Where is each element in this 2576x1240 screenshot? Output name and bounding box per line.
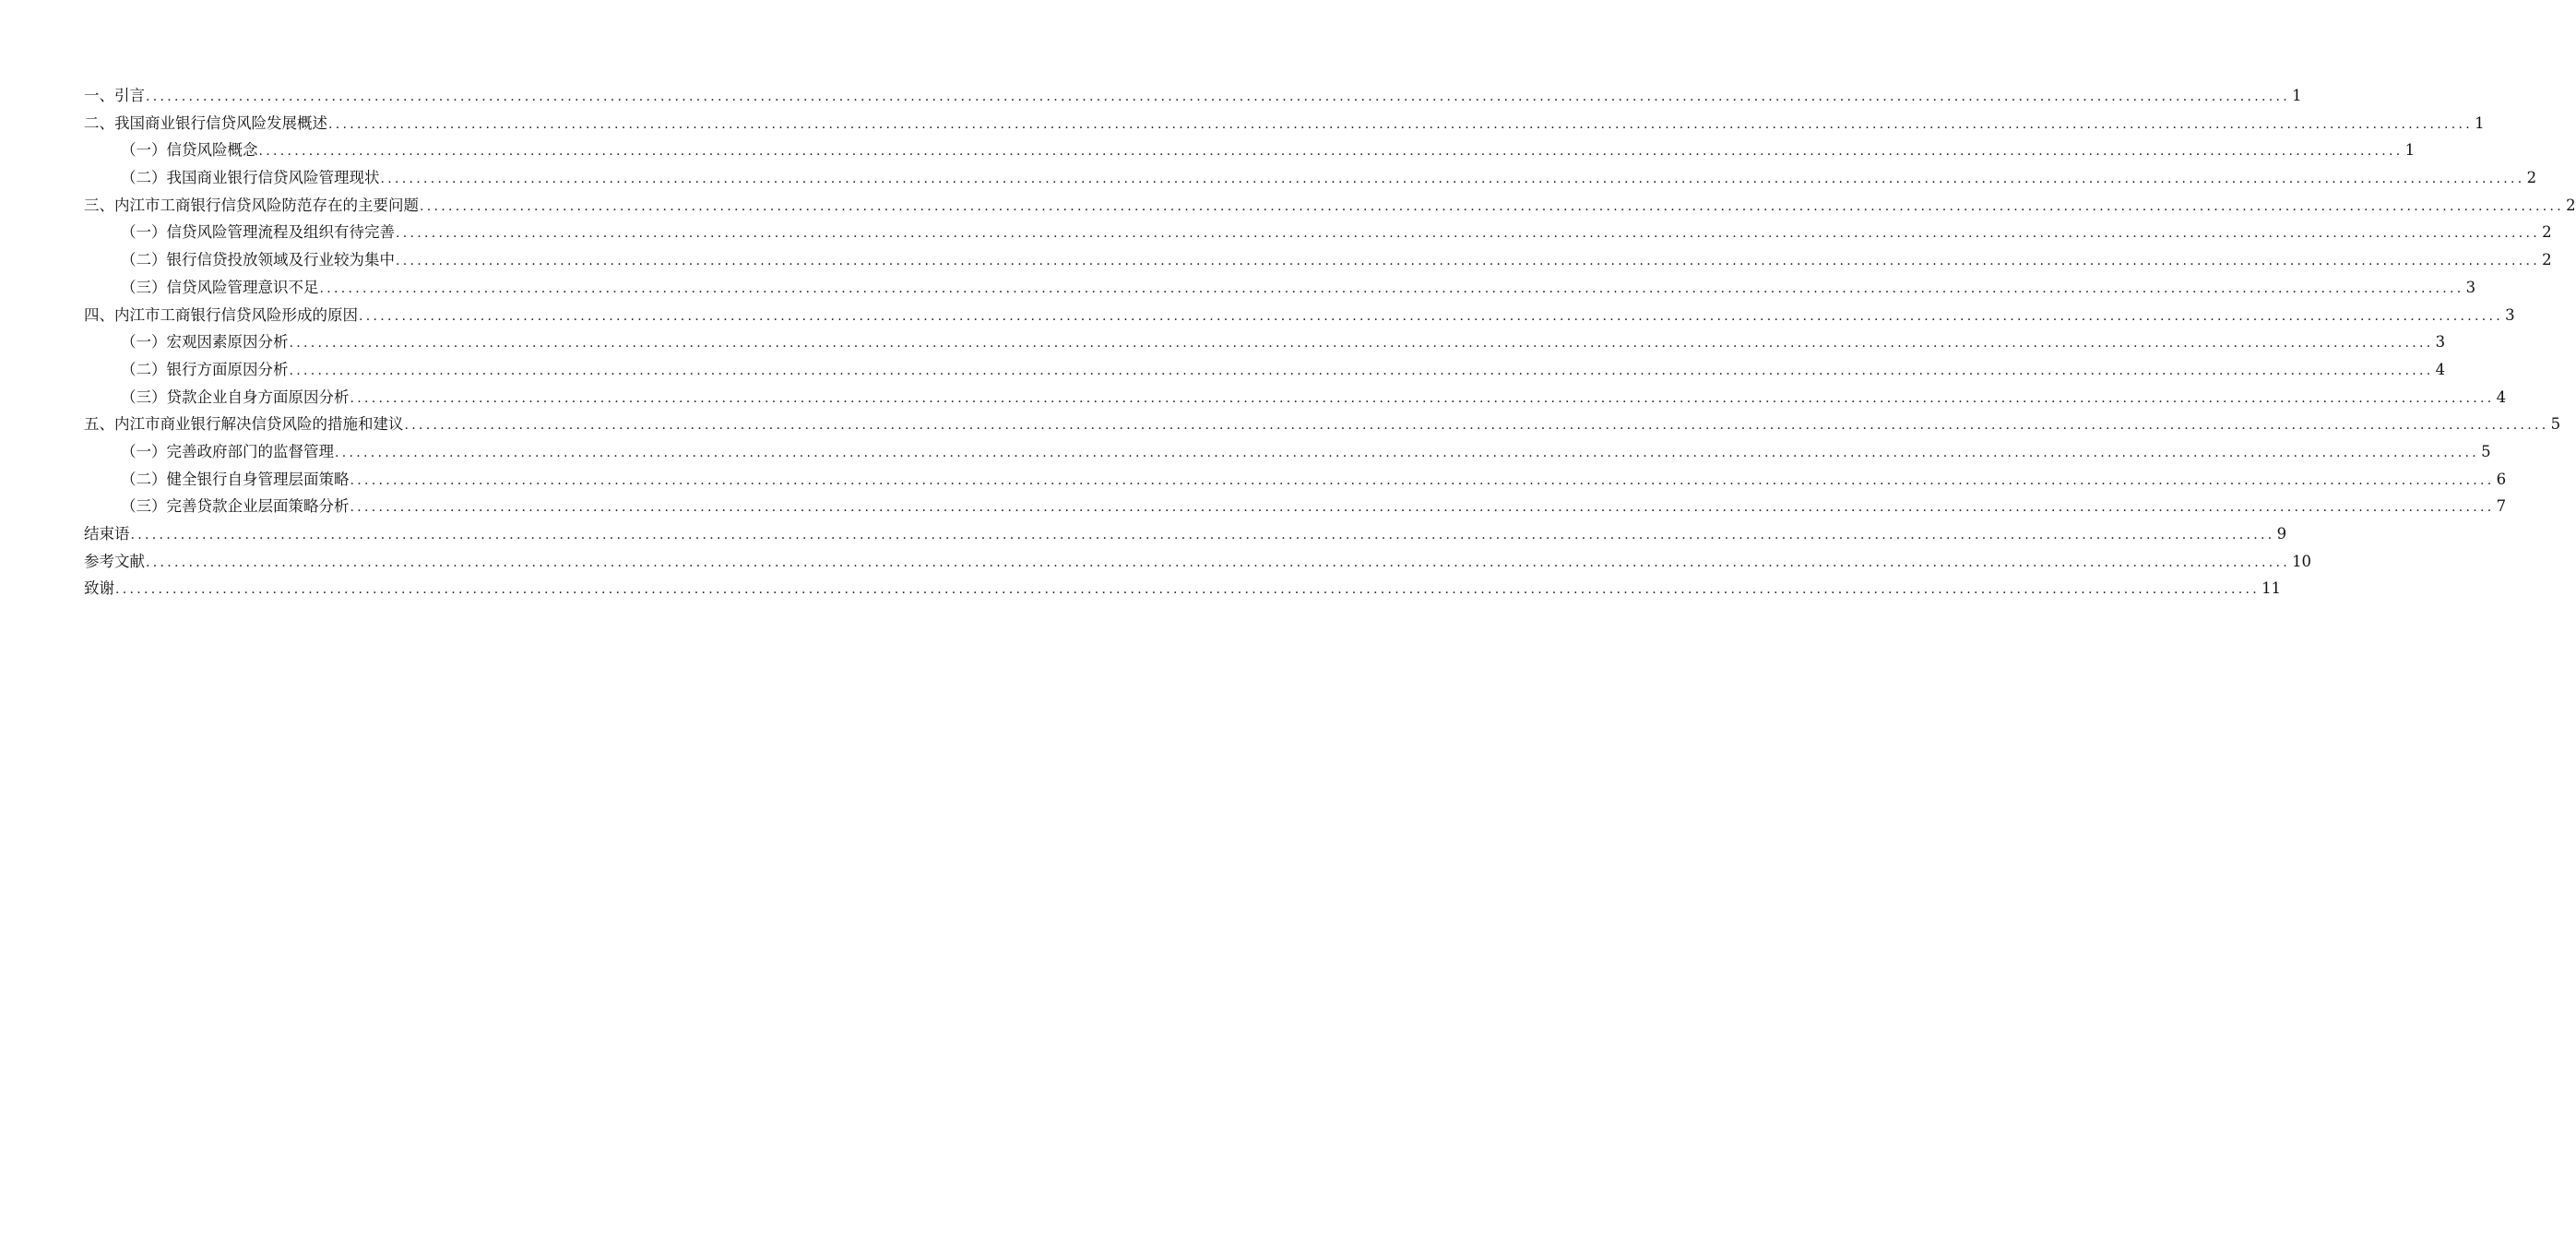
toc-leader-dots: ............................................................................................................................................................................................................................................................................................................ — [319, 280, 2464, 296]
toc-entry[interactable] — [84, 302, 2515, 329]
toc-leader-dots: ............................................................................................................................................................................................................................................................................................................ — [420, 198, 2565, 214]
toc-leader-dots: ............................................................................................................................................................................................................................................................................................................ — [115, 582, 2261, 598]
toc-subentry[interactable] — [84, 274, 2476, 302]
toc-entry-title: （二）银行信贷投放领域及行业较为集中 — [121, 251, 395, 269]
toc-entry-page: 4 — [2435, 360, 2446, 378]
table-of-contents — [84, 82, 2576, 602]
toc-leader-dots: ............................................................................................................................................................................................................................................................................................................ — [335, 445, 2480, 460]
toc-entry-page: 9 — [2276, 525, 2287, 542]
toc-leader-dots: ............................................................................................................................................................................................................................................................................................................ — [396, 254, 2541, 269]
toc-entry-page: 1 — [2292, 87, 2302, 104]
toc-entry-page: 1 — [2475, 113, 2485, 132]
toc-subentry[interactable] — [84, 219, 2552, 246]
toc-entry-page: 5 — [2550, 415, 2561, 434]
toc-entry-title: （一）信贷风险管理流程及组织有待完善 — [121, 223, 395, 242]
toc-entry-page: 7 — [2496, 497, 2507, 516]
toc-leader-dots: ............................................................................................................................................................................................................................................................................................................ — [404, 418, 2549, 434]
toc-entry-title: （二）健全银行自身管理层面策略 — [121, 470, 350, 488]
toc-entry-page: 6 — [2496, 470, 2507, 488]
toc-subentry[interactable] — [84, 164, 2537, 192]
toc-leader-dots: ............................................................................................................................................................................................................................................................................................................ — [359, 308, 2504, 324]
toc-entry-title: （一）信贷风险概念 — [121, 141, 258, 160]
toc-entry-title: （三）信贷风险管理意识不足 — [121, 278, 319, 296]
toc-entry-title: 一、引言 — [84, 87, 145, 104]
toc-entry-page: 2 — [2542, 223, 2552, 242]
toc-entry-title: （二）银行方面原因分析 — [121, 360, 289, 378]
toc-leader-dots: ............................................................................................................................................................................................................................................................................................................ — [146, 89, 2291, 104]
toc-subentry[interactable] — [84, 137, 2416, 164]
toc-entry-page: 2 — [2566, 196, 2576, 214]
toc-subentry[interactable] — [84, 246, 2552, 274]
toc-entry[interactable] — [84, 548, 2312, 576]
toc-entry-title: 三、内江市工商银行信贷风险防范存在的主要问题 — [84, 196, 419, 214]
toc-entry-title: （三）贷款企业自身方面原因分析 — [121, 388, 350, 406]
toc-entry-title: 五、内江市商业银行解决信贷风险的措施和建议 — [84, 415, 404, 434]
toc-entry-title: 致谢 — [84, 579, 114, 598]
toc-entry-page: 1 — [2404, 141, 2416, 160]
toc-subentry[interactable] — [84, 328, 2446, 356]
toc-entry-page: 4 — [2496, 388, 2507, 406]
toc-entry-title: （二）我国商业银行信贷风险管理现状 — [121, 169, 380, 187]
toc-entry-page: 2 — [2526, 169, 2537, 187]
toc-subentry[interactable] — [84, 384, 2507, 411]
toc-entry-page: 10 — [2292, 552, 2312, 570]
toc-entry-title: 结束语 — [84, 525, 130, 542]
toc-entry-title: （一）完善政府部门的监督管理 — [121, 442, 334, 460]
toc-leader-dots: ............................................................................................................................................................................................................................................................................................................ — [350, 500, 2495, 516]
toc-leader-dots: ............................................................................................................................................................................................................................................................................................................ — [289, 336, 2434, 352]
toc-entry-page: 3 — [2465, 278, 2476, 296]
toc-entry-page: 3 — [2435, 333, 2446, 352]
toc-leader-dots: ............................................................................................................................................................................................................................................................................................................ — [289, 363, 2434, 378]
toc-leader-dots: ............................................................................................................................................................................................................................................................................................................ — [350, 472, 2495, 488]
toc-subentry[interactable] — [84, 438, 2491, 466]
toc-entry[interactable] — [84, 192, 2576, 220]
toc-entry-title: 参考文献 — [84, 552, 145, 570]
toc-entry[interactable] — [84, 110, 2485, 137]
toc-subentry[interactable] — [84, 356, 2446, 384]
toc-entry[interactable] — [84, 520, 2287, 548]
toc-leader-dots: ............................................................................................................................................................................................................................................................................................................ — [146, 554, 2291, 570]
toc-subentry[interactable] — [84, 466, 2507, 494]
toc-entry[interactable] — [84, 575, 2282, 602]
toc-entry-title: 二、我国商业银行信贷风险发展概述 — [84, 113, 327, 132]
toc-entry[interactable] — [84, 411, 2561, 438]
toc-subentry[interactable] — [84, 493, 2507, 520]
toc-leader-dots: ............................................................................................................................................................................................................................................................................................................ — [328, 116, 2474, 132]
toc-entry-title: 四、内江市工商银行信贷风险形成的原因 — [84, 305, 358, 324]
toc-leader-dots: ............................................................................................................................................................................................................................................................................................................ — [350, 390, 2495, 406]
toc-leader-dots: ............................................................................................................................................................................................................................................................................................................ — [130, 528, 2275, 542]
toc-leader-dots: ............................................................................................................................................................................................................................................................................................................ — [380, 172, 2525, 187]
toc-entry-title: （一）宏观因素原因分析 — [121, 333, 289, 352]
toc-entry-page: 3 — [2505, 305, 2515, 324]
toc-entry-page: 5 — [2481, 442, 2491, 460]
toc-entry-page: 11 — [2261, 579, 2282, 598]
toc-entry-page: 2 — [2542, 251, 2552, 269]
toc-entry-title: （三）完善贷款企业层面策略分析 — [121, 497, 350, 516]
toc-entry[interactable] — [84, 82, 2302, 110]
toc-leader-dots: ............................................................................................................................................................................................................................................................................................................ — [258, 144, 2404, 160]
toc-leader-dots: ............................................................................................................................................................................................................................................................................................................ — [396, 226, 2541, 242]
